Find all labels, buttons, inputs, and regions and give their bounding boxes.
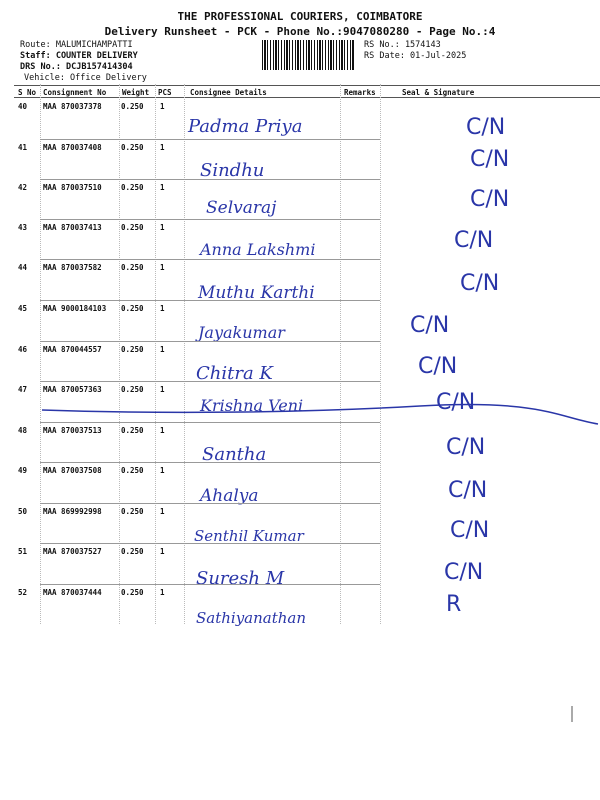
- row-signature: C/N: [446, 435, 486, 460]
- row-pcs: 1: [160, 588, 165, 597]
- row-pcs: 1: [160, 223, 165, 232]
- row-weight: 0.250: [121, 143, 144, 152]
- row-weight: 0.250: [121, 183, 144, 192]
- row-consignment-no: MAA 9000184103: [43, 304, 107, 313]
- row-consignee-name: Krishna Veni: [200, 396, 304, 415]
- row-signature: C/N: [470, 147, 510, 172]
- row-pcs: 1: [160, 345, 165, 354]
- row-signature: C/N: [460, 271, 500, 296]
- rs-number: RS No.: 1574143: [364, 40, 441, 50]
- row-consignment-no: MAA 869992998: [43, 507, 102, 516]
- col-seal-signature: Seal & Signature: [402, 88, 475, 97]
- row-sno: 50: [18, 507, 28, 516]
- row-consignee-name: Sathiyanathan: [196, 609, 307, 627]
- row-weight: 0.250: [121, 426, 144, 435]
- row-consignee-name: Padma Priya: [188, 116, 303, 137]
- route-label: Route: MALUMICHAMPATTI: [20, 40, 133, 50]
- col-consignment: Consignment No: [43, 88, 107, 97]
- row-signature: C/N: [410, 313, 450, 338]
- row-weight: 0.250: [121, 507, 144, 516]
- row-consignee-name: Chitra K: [196, 363, 273, 384]
- row-sno: 44: [18, 263, 28, 272]
- row-pcs: 1: [160, 466, 165, 475]
- row-consignment-no: MAA 870037408: [43, 143, 102, 152]
- row-weight: 0.250: [121, 345, 144, 354]
- row-pcs: 1: [160, 183, 165, 192]
- row-consignee-name: Muthu Karthi: [198, 283, 315, 303]
- row-weight: 0.250: [121, 385, 144, 394]
- row-sno: 52: [18, 588, 28, 597]
- col-pcs: PCS: [158, 88, 172, 97]
- row-pcs: 1: [160, 143, 165, 152]
- row-sno: 48: [18, 426, 28, 435]
- row-consignee-name: Jayakumar: [198, 323, 285, 342]
- row-pcs: 1: [160, 547, 165, 556]
- row-consignee-name: Sindhu: [200, 160, 265, 181]
- row-sno: 49: [18, 466, 28, 475]
- row-pcs: 1: [160, 102, 165, 111]
- row-signature: C/N: [466, 115, 506, 140]
- row-pcs: 1: [160, 304, 165, 313]
- row-signature: C/N: [418, 354, 458, 379]
- row-signature: C/N: [470, 187, 510, 212]
- row-consignment-no: MAA 870037527: [43, 547, 102, 556]
- row-pcs: 1: [160, 426, 165, 435]
- col-sno: S No: [18, 88, 37, 97]
- row-pcs: 1: [160, 385, 165, 394]
- staff-label: Staff: COUNTER DELIVERY: [20, 51, 138, 61]
- row-sno: 43: [18, 223, 28, 232]
- row-signature: C/N: [448, 478, 488, 503]
- row-weight: 0.250: [121, 304, 144, 313]
- row-sno: 46: [18, 345, 28, 354]
- row-consignment-no: MAA 870037513: [43, 426, 102, 435]
- row-weight: 0.250: [121, 263, 144, 272]
- row-signature: C/N: [436, 390, 476, 415]
- row-consignee-name: Suresh M: [196, 568, 285, 589]
- col-weight: Weight: [122, 88, 150, 97]
- row-consignee-name: Anna Lakshmi: [200, 240, 316, 259]
- row-consignment-no: MAA 870037444: [43, 588, 102, 597]
- row-consignee-name: Selvaraj: [206, 198, 277, 218]
- row-signature: R: [446, 592, 462, 617]
- rs-date: RS Date: 01-Jul-2025: [364, 51, 467, 61]
- row-consignment-no: MAA 870037510: [43, 183, 102, 192]
- vehicle-label: Vehicle: Office Delivery: [24, 73, 147, 83]
- row-sno: 51: [18, 547, 28, 556]
- drs-number: DRS No.: DCJB157414304: [20, 62, 133, 72]
- company-name: THE PROFESSIONAL COURIERS, COIMBATORE: [177, 10, 423, 23]
- row-sno: 45: [18, 304, 28, 313]
- row-sno: 40: [18, 102, 28, 111]
- row-weight: 0.250: [121, 102, 144, 111]
- row-weight: 0.250: [121, 223, 144, 232]
- row-consignment-no: MAA 870044557: [43, 345, 102, 354]
- row-pcs: 1: [160, 263, 165, 272]
- row-weight: 0.250: [121, 547, 144, 556]
- row-consignment-no: MAA 870037508: [43, 466, 102, 475]
- row-consignment-no: MAA 870057363: [43, 385, 102, 394]
- col-consignee: Consignee Details: [190, 88, 267, 97]
- row-pcs: 1: [160, 507, 165, 516]
- row-consignee-name: Senthil Kumar: [194, 527, 304, 545]
- row-signature: C/N: [444, 560, 484, 585]
- row-consignment-no: MAA 870037378: [43, 102, 102, 111]
- row-weight: 0.250: [121, 588, 144, 597]
- row-sno: 41: [18, 143, 28, 152]
- row-signature: C/N: [450, 518, 490, 543]
- row-consignee-name: Santha: [202, 444, 267, 465]
- row-sno: 42: [18, 183, 28, 192]
- row-consignment-no: MAA 870037413: [43, 223, 102, 232]
- runsheet-title: Delivery Runsheet - PCK - Phone No.:9047080280 - Page No.:4: [104, 25, 496, 38]
- row-weight: 0.250: [121, 466, 144, 475]
- row-consignee-name: Ahalya: [200, 486, 259, 506]
- row-consignment-no: MAA 870037582: [43, 263, 102, 272]
- col-remarks: Remarks: [344, 88, 376, 97]
- row-signature: C/N: [454, 228, 494, 253]
- row-sno: 47: [18, 385, 28, 394]
